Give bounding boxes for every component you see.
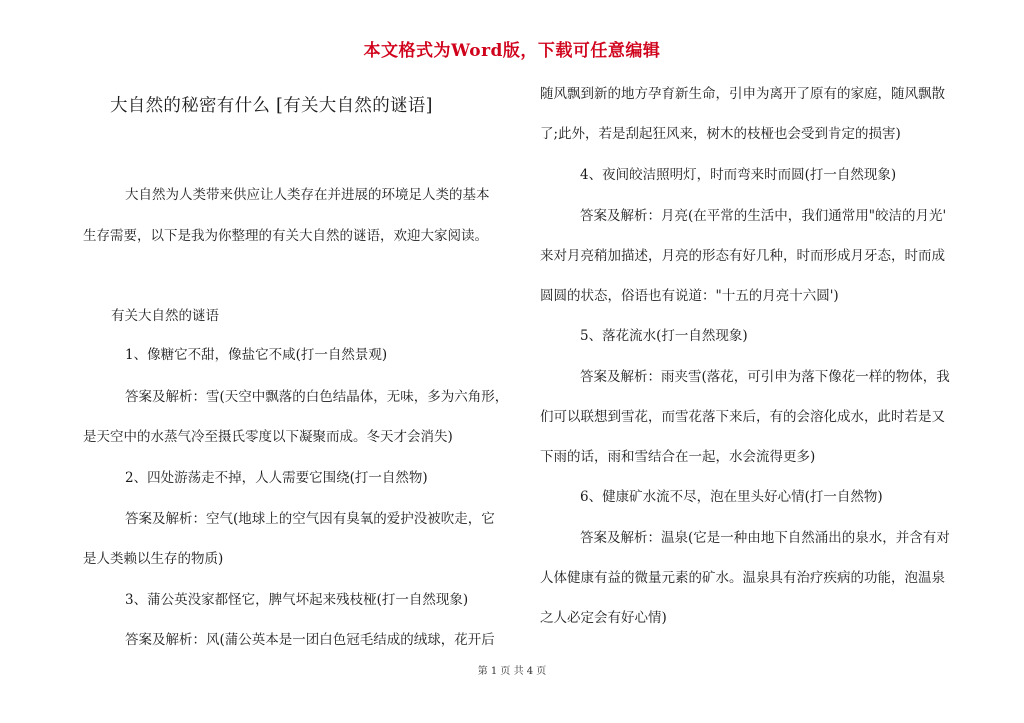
document-title: 大自然的秘密有什么 [有关大自然的谜语] [110,96,433,116]
page-number: 第 1 页 共 4 页 [477,666,547,677]
riddle-question: 2、四处游荡走不掉，人人需要它围绕(打一自然物) [125,470,428,486]
riddle-question: 3、蒲公英没家都怪它，脾气坏起来残枝桠(打一自然现象) [125,592,469,608]
riddle-question: 4、夜间皎洁照明灯，时而弯来时而圆(打一自然现象) [580,167,897,183]
riddle-question: 6、健康矿水流不尽，泡在里头好心情(打一自然物) [580,489,883,505]
riddle-answer: 来对月亮稍加描述，月亮的形态有好几种，时而形成月牙态，时而成 [540,248,945,264]
riddle-answer: 人体健康有益的微量元素的矿水。温泉具有治疗疾病的功能，泡温泉 [540,570,945,586]
riddle-answer: 之人必定会有好心情) [540,610,667,626]
section-heading: 有关大自然的谜语 [111,308,219,324]
riddle-answer: 答案及解析：雨夹雪(落花，可引申为落下像花一样的物体，我 [580,369,950,385]
riddle-answer: 答案及解析：温泉(它是一种由地下自然涌出的泉水，并含有对 [580,530,950,546]
riddle-answer: 是天空中的水蒸气冷至摄氏零度以下凝聚而成。冬天才会消失) [83,429,453,445]
download-banner: 本文格式为Word版，下载可任意编辑 [363,41,661,61]
riddle-answer: 答案及解析：空气(地球上的空气因有臭氧的爱护没被吹走，它 [125,511,495,527]
riddle-answer: 随风飘到新的地方孕育新生命，引申为离开了原有的家庭，随风飘散 [540,86,945,102]
riddle-answer: 下雨的话，雨和雪结合在一起，水会流得更多) [540,449,816,465]
riddle-answer: 答案及解析：雪(天空中飘落的白色结晶体，无味，多为六角形， [125,389,509,405]
riddle-answer: 答案及解析：风(蒲公英本是一团白色冠毛结成的绒球，花开后 [125,632,495,648]
riddle-answer: 们可以联想到雪花，而雪花落下来后，有的会溶化成水，此时若是又 [540,409,945,425]
riddle-question: 1、像糖它不甜，像盐它不咸(打一自然景观) [125,347,388,363]
riddle-answer: 圆圆的状态，俗语也有说道："十五的月亮十六圆') [540,288,839,304]
riddle-answer: 答案及解析：月亮(在平常的生活中，我们通常用"皎洁的月光' [580,208,947,224]
paragraph-line: 生存需要，以下是我为你整理的有关大自然的谜语，欢迎大家阅读。 [83,228,488,244]
paragraph-line: 大自然为人类带来供应让人类存在并进展的环境足人类的基本 [125,187,490,203]
riddle-question: 5、落花流水(打一自然现象) [580,328,748,344]
riddle-answer: 了;此外，若是刮起狂风来，树木的枝桠也会受到肯定的损害) [540,126,901,142]
riddle-answer: 是人类赖以生存的物质) [83,551,224,567]
